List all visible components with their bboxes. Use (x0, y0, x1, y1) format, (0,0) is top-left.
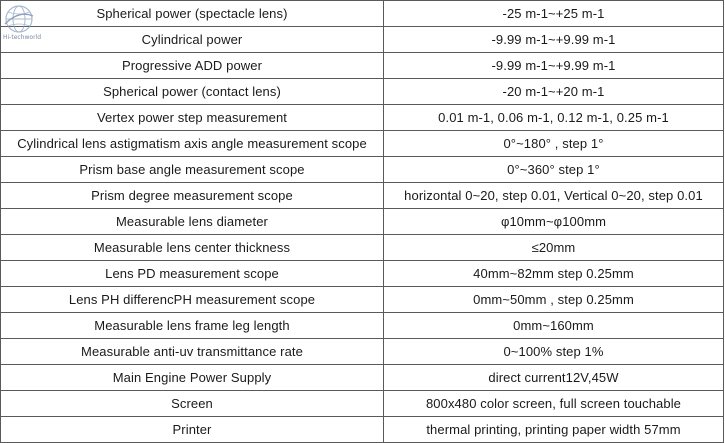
parameter-cell: Spherical power (contact lens) (1, 79, 384, 105)
parameter-cell: Prism degree measurement scope (1, 183, 384, 209)
specification-table-body (1, 1, 724, 443)
value-cell: horizontal 0~20, step 0.01, Vertical 0~20, step 0.01 (384, 183, 724, 209)
table-row (1, 339, 724, 365)
parameter-cell: Screen (1, 391, 384, 417)
value-cell: 0.01 m-1, 0.06 m-1, 0.12 m-1, 0.25 m-1 (384, 105, 724, 131)
table-row (1, 157, 724, 183)
table-row (1, 287, 724, 313)
table-row (1, 209, 724, 235)
globe-icon (2, 2, 36, 36)
table-row (1, 391, 724, 417)
value-cell: 40mm~82mm step 0.25mm (384, 261, 724, 287)
parameter-cell: Lens PH differencPH measurement scope (1, 287, 384, 313)
value-cell: -25 m-1~+25 m-1 (384, 1, 724, 27)
parameter-cell: Measurable lens center thickness (1, 235, 384, 261)
table-row (1, 365, 724, 391)
table-row (1, 235, 724, 261)
value-cell: 0°~360° step 1° (384, 157, 724, 183)
table-row (1, 79, 724, 105)
table-row (1, 1, 724, 27)
value-cell: 0°~180° , step 1° (384, 131, 724, 157)
parameter-cell: Spherical power (spectacle lens) (1, 1, 384, 27)
table-row (1, 131, 724, 157)
parameter-cell: Cylindrical power (1, 27, 384, 53)
value-cell: 0~100% step 1% (384, 339, 724, 365)
value-cell: direct current12V,45W (384, 365, 724, 391)
parameter-cell: Measurable lens frame leg length (1, 313, 384, 339)
value-cell: 800x480 color screen, full screen touchable (384, 391, 724, 417)
parameter-cell: Vertex power step measurement (1, 105, 384, 131)
value-cell: -9.99 m-1~+9.99 m-1 (384, 53, 724, 79)
value-cell: thermal printing, printing paper width 57mm (384, 417, 724, 443)
value-cell: 0mm~160mm (384, 313, 724, 339)
parameter-cell: Measurable anti-uv transmittance rate (1, 339, 384, 365)
parameter-cell: Main Engine Power Supply (1, 365, 384, 391)
value-cell: φ10mm~φ100mm (384, 209, 724, 235)
parameter-cell: Measurable lens diameter (1, 209, 384, 235)
table-row (1, 27, 724, 53)
value-cell: -9.99 m-1~+9.99 m-1 (384, 27, 724, 53)
table-row (1, 313, 724, 339)
parameter-cell: Printer (1, 417, 384, 443)
table-row (1, 261, 724, 287)
table-row (1, 183, 724, 209)
watermark-text: Hi-techworld (3, 34, 42, 41)
parameter-cell: Cylindrical lens astigmatism axis angle measurement scope (1, 131, 384, 157)
parameter-cell: Prism base angle measurement scope (1, 157, 384, 183)
value-cell: -20 m-1~+20 m-1 (384, 79, 724, 105)
value-cell: ≤20mm (384, 235, 724, 261)
parameter-cell: Progressive ADD power (1, 53, 384, 79)
value-cell: 0mm~50mm , step 0.25mm (384, 287, 724, 313)
table-row (1, 105, 724, 131)
table-row (1, 417, 724, 443)
parameter-cell: Lens PD measurement scope (1, 261, 384, 287)
table-row (1, 53, 724, 79)
